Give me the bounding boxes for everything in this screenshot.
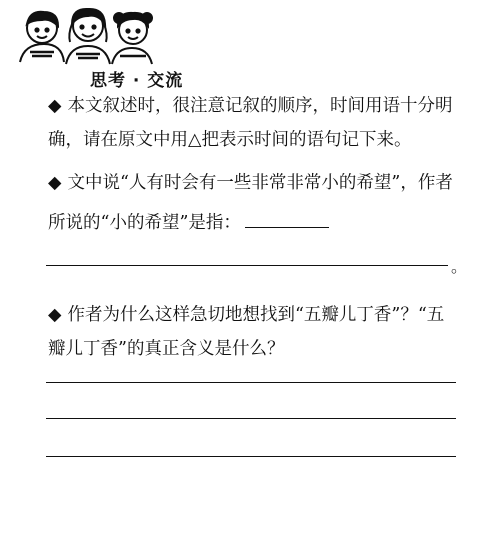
question-1-line-2 [48,128,411,152]
question-1-bullet: ◆ [48,96,62,116]
three-children-illustration [14,4,156,66]
question-2-answer-blank-inline[interactable] [245,226,329,228]
question-3-text-2: 瓣儿丁香”的真正含义是什么？ [48,339,285,359]
section-title: 思考 · 交流 [90,71,184,91]
question-3-bullet: ◆ [48,305,62,325]
question-3-answer-line-3[interactable] [46,456,456,457]
child-left-figure [20,12,64,62]
question-1-text-1: 本文叙述时，很注意记叙的顺序，时间用语十分明 [67,96,453,116]
child-middle-figure [66,9,110,64]
question-2-line-1 [48,171,453,195]
question-1-line-1 [48,94,452,118]
question-3-line-2 [48,337,284,361]
question-2-line-2 [48,211,329,235]
child-right-figure [112,13,152,64]
question-2-bullet: ◆ [48,173,62,193]
question-3-answer-line-2[interactable] [46,418,456,419]
question-2-text-1: 文中说“人有时会有一些非常非常小的希望”，作者 [67,173,453,193]
question-3-text-1: 作者为什么这样急切地想找到“五瓣儿丁香”？“五 [67,305,445,325]
question-2-text-2: 所说的“小的希望”是指： [48,213,241,233]
question-2-answer-period: 。 [451,257,468,276]
question-1-text-2: 确，请在原文中用△把表示时间的语句记下来。 [48,130,412,150]
question-3-answer-line-1[interactable] [46,382,456,383]
question-3-line-1 [48,303,444,327]
question-2-answer-line[interactable] [46,265,448,266]
